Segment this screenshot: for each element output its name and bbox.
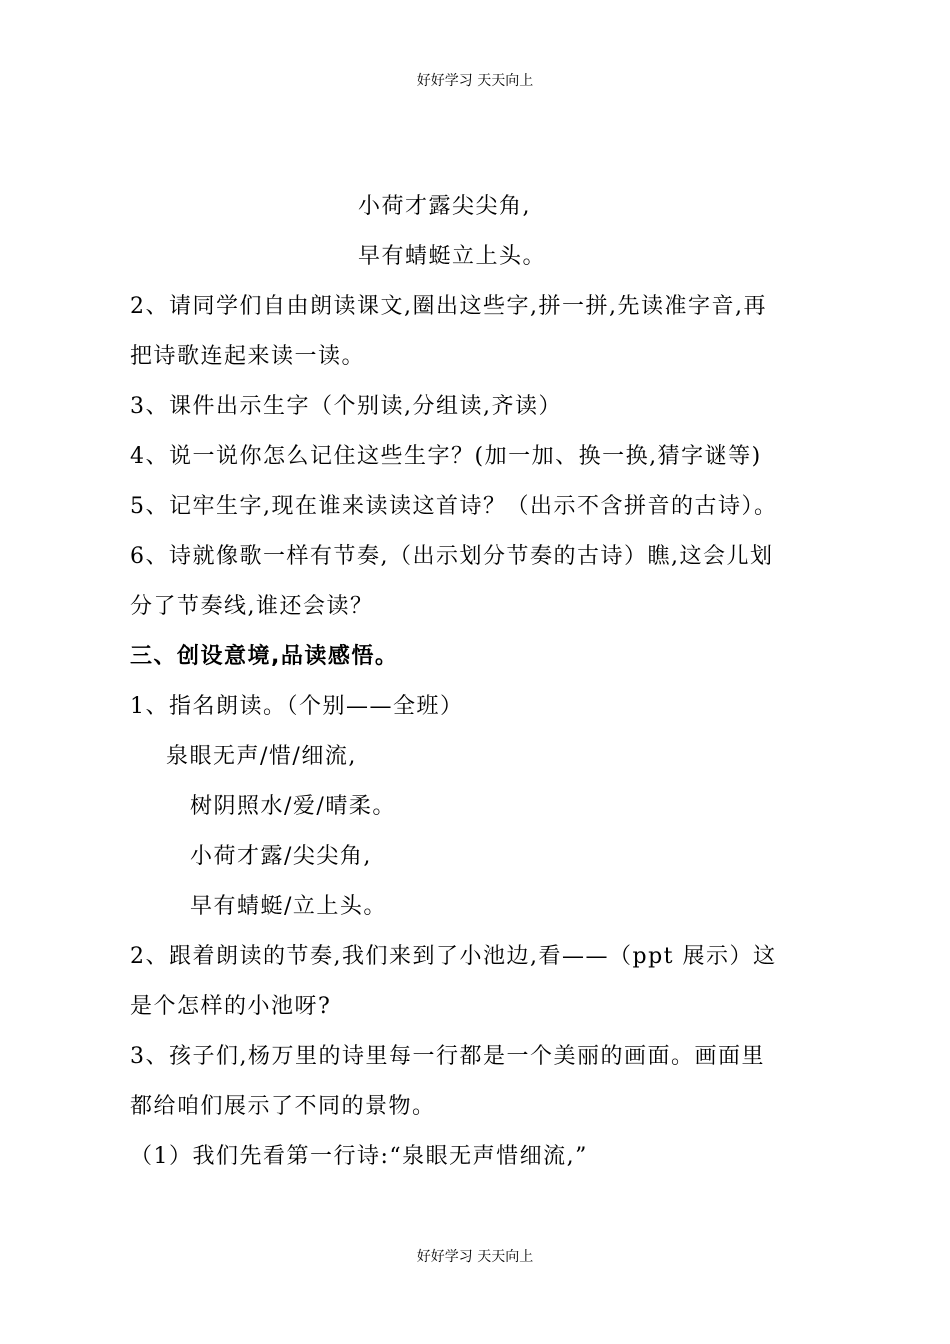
paragraph-line: 2、跟着朗读的节奏,我们来到了小池边,看——（ppt 展示）这 xyxy=(130,944,777,969)
paragraph-line: 把诗歌连起来读一读。 xyxy=(130,344,366,369)
page-footer: 好好学习 天天向上 xyxy=(416,1249,534,1265)
paragraph-line: 1、指名朗读。（个别——全班） xyxy=(130,694,464,719)
poem-rhythm-line-3: 小荷才露/尖尖角, xyxy=(190,844,372,869)
poem-rhythm-line-1: 泉眼无声/惜/细流, xyxy=(166,744,357,769)
paragraph-line: 4、说一说你怎么记住这些生字？(加一加、换一换,猜字谜等) xyxy=(130,444,762,469)
poem-rhythm-line-2: 树阴照水/爱/晴柔。 xyxy=(190,794,396,819)
section-heading: 三、创设意境,品读感悟。 xyxy=(130,644,399,669)
page-header: 好好学习 天天向上 xyxy=(416,73,534,89)
paragraph-line: 6、诗就像歌一样有节奏,（出示划分节奏的古诗）瞧,这会儿划 xyxy=(130,544,774,569)
paragraph-line: 2、请同学们自由朗读课文,圈出这些字,拼一拼,先读准字音,再 xyxy=(130,294,767,319)
poem-line-3: 小荷才露尖尖角, xyxy=(358,194,531,219)
paragraph-line: （1）我们先看第一行诗:“泉眼无声惜细流,” xyxy=(130,1144,588,1169)
paragraph-line: 3、孩子们,杨万里的诗里每一行都是一个美丽的画面。画面里 xyxy=(130,1044,765,1069)
poem-line-4: 早有蜻蜓立上头。 xyxy=(358,244,547,269)
paragraph-line: 5、记牢生字,现在谁来读读这首诗？（出示不含拼音的古诗）。 xyxy=(130,494,778,519)
paragraph-line: 是个怎样的小池呀? xyxy=(130,994,332,1019)
paragraph-line: 都给咱们展示了不同的景物。 xyxy=(130,1094,436,1119)
paragraph-line: 3、课件出示生字（个别读,分组读,齐读） xyxy=(130,394,562,419)
paragraph-line: 分了节奏线,谁还会读？ xyxy=(130,594,374,619)
poem-rhythm-line-4: 早有蜻蜓/立上头。 xyxy=(190,894,387,919)
